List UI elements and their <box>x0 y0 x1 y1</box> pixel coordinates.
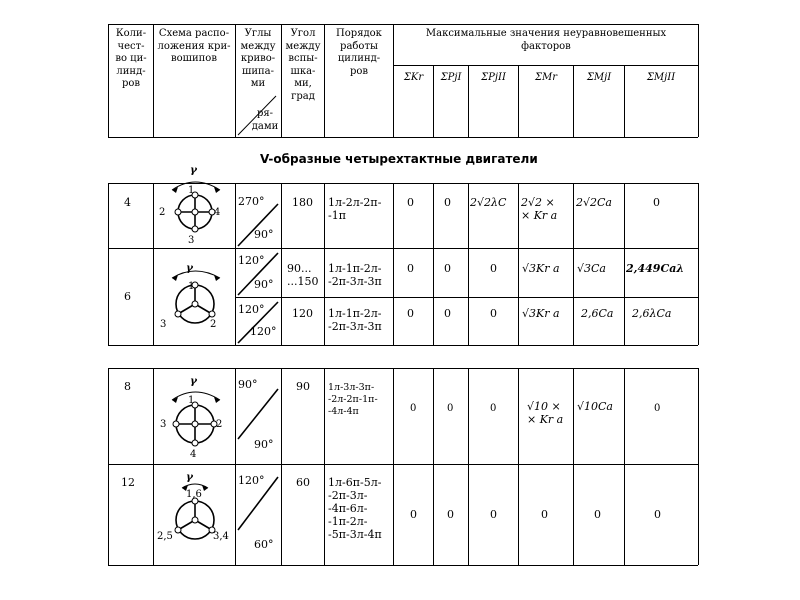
header-firing-order: Порядок работы цилинд- ров <box>336 28 382 77</box>
row8-label-1: 1 <box>188 395 195 406</box>
row4-kr: 0 <box>407 196 414 209</box>
row12-ignition: 60 <box>296 476 310 489</box>
row6a-kr: 0 <box>407 262 414 275</box>
row12-label-1-6: 1,6 <box>186 489 202 500</box>
row8-crank-angle: 90° <box>238 378 258 391</box>
row12-gamma-label: γ <box>186 471 193 483</box>
row8-row-angle: 90° <box>254 438 274 451</box>
header-sum-mr: ΣMr <box>534 72 558 83</box>
row6-label-3: 3 <box>160 319 167 330</box>
row6a-pji: 0 <box>444 262 451 275</box>
header-row-angles: ря- дами <box>251 108 279 132</box>
row4-label-3: 3 <box>188 235 195 246</box>
body-bottom-border <box>108 345 698 346</box>
header-subrow-border <box>393 65 698 66</box>
body-col-line <box>698 183 699 345</box>
row-border <box>108 464 698 465</box>
row8-gamma-label: γ <box>190 375 197 387</box>
header-sum-mji: ΣMjI <box>586 72 612 83</box>
header-sum-pjii: ΣPjII <box>481 72 506 83</box>
row6a-mr: √3Kr a <box>522 262 560 275</box>
row4-pjii: 2√2λC <box>470 196 507 209</box>
row6b-kr: 0 <box>407 307 414 320</box>
row8-cylinders: 8 <box>124 380 131 393</box>
row6b-mji: 2,6Ca <box>581 307 614 320</box>
row4-label-1: 1 <box>188 185 195 196</box>
crank-diagram-6cyl <box>158 260 232 340</box>
header-cylinder-count: Коли- чест- во ци- линд- ров <box>115 28 147 89</box>
row12-mji: 0 <box>594 508 601 521</box>
row8-kr: 0 <box>410 403 417 414</box>
row12-mjii: 0 <box>654 508 661 521</box>
body-col-line <box>281 183 282 345</box>
row6-label-1: 1 <box>188 281 195 292</box>
row12-pjii: 0 <box>490 508 497 521</box>
row4-label-2: 2 <box>159 207 166 218</box>
crank-diagram-12cyl <box>158 468 232 558</box>
row6-cylinders: 6 <box>124 290 131 303</box>
row12-label-3-4: 3,4 <box>213 531 229 542</box>
row6b-row-angle: 120° <box>250 325 277 338</box>
row8-ignition: 90 <box>296 380 310 393</box>
row6-gamma-label: γ <box>186 262 193 274</box>
row6b-mr: √3Kr a <box>522 307 560 320</box>
row-border <box>108 248 698 249</box>
row6-label-2: 2 <box>210 319 217 330</box>
header-col-line <box>153 24 154 137</box>
body-col-line <box>324 368 325 565</box>
row6b-pjii: 0 <box>490 307 497 320</box>
row8-pjii: 0 <box>490 403 497 414</box>
row12-row-angle: 60° <box>254 538 274 551</box>
row8-mjii: 0 <box>654 403 661 414</box>
row-subborder <box>235 297 698 298</box>
row4-cylinders: 4 <box>124 196 131 209</box>
header-col-line <box>108 24 109 137</box>
body-col-line <box>433 368 434 565</box>
row4-crank-angle: 270° <box>238 195 265 208</box>
row4-row-angle: 90° <box>254 228 274 241</box>
body2-top-border <box>108 368 698 369</box>
row12-label-2-5: 2,5 <box>157 531 173 542</box>
body-col-line <box>153 183 154 345</box>
row4-mji: 2√2Ca <box>576 196 612 209</box>
row8-label-3: 3 <box>160 419 167 430</box>
header-sum-pji: ΣPjI <box>440 72 462 83</box>
row12-pji: 0 <box>447 508 454 521</box>
crank-diagram-4cyl <box>158 168 232 248</box>
body-col-line <box>573 368 574 565</box>
header-top-border <box>108 24 698 25</box>
header-sum-mjii: ΣMjII <box>646 72 676 83</box>
header-sum-kr: ΣKr <box>403 72 424 83</box>
body-col-line <box>624 368 625 565</box>
body-col-line <box>468 183 469 345</box>
row12-crank-angle: 120° <box>238 474 265 487</box>
body2-bottom-border <box>108 565 698 566</box>
row6a-row-angle: 90° <box>254 278 274 291</box>
row4-mr: 2√2 × × Kr a <box>521 196 558 222</box>
row6b-crank-angle: 120° <box>238 303 265 316</box>
body-col-line <box>393 368 394 565</box>
body-col-line <box>624 183 625 345</box>
header-crank-scheme: Схема распо- ложения кри- вошипов <box>157 28 231 64</box>
body-col-line <box>108 183 109 345</box>
row8-order: 1л-3л-3п- -2л-2п-1п- -4л-4п <box>328 382 378 417</box>
row4-gamma-label: γ <box>190 164 197 176</box>
body-col-line <box>108 368 109 565</box>
body-col-line <box>573 183 574 345</box>
row6b-ignition: 120 <box>292 307 313 320</box>
row12-mr: 0 <box>541 508 548 521</box>
row4-label-4: 4 <box>214 207 221 218</box>
row6a-crank-angle: 120° <box>238 254 265 267</box>
body-col-line <box>468 368 469 565</box>
row4-pji: 0 <box>444 196 451 209</box>
row4-mjii: 0 <box>653 196 660 209</box>
header-crank-angles: Углы между криво- шипа- ми <box>240 28 276 89</box>
body-col-line <box>518 368 519 565</box>
row8-mr: √10 × × Kr a <box>527 400 564 426</box>
row8-mji: √10Ca <box>577 400 613 413</box>
row4-ignition: 180 <box>292 196 313 209</box>
header-bottom-border <box>108 137 698 138</box>
row12-order: 1л-6п-5л- -2п-3л- -4п-6л- -1п-2л- -5п-3л-4п <box>328 476 382 541</box>
row4-order: 1л-2л-2п- -1п <box>328 196 382 222</box>
body-col-line <box>698 368 699 565</box>
row8-label-2: 2 <box>216 419 223 430</box>
row6b-order: 1л-1п-2л- -2п-3л-3п <box>328 307 382 333</box>
row6b-mjii: 2,6λCa <box>632 307 672 320</box>
body-col-line <box>518 183 519 345</box>
row6a-mji: √3Ca <box>577 262 606 275</box>
row8-pji: 0 <box>447 403 454 414</box>
row12-kr: 0 <box>410 508 417 521</box>
header-col-line <box>698 24 699 137</box>
row6a-ignition: 90... ...150 <box>287 262 319 288</box>
header-max-values: Максимальные значения неуравновешенных факторов <box>425 28 667 52</box>
row6a-mjii: 2,449Caλ <box>626 262 685 275</box>
header-ignition-angle: Угол между вспы- шка- ми, град <box>285 28 321 102</box>
body-col-line <box>393 183 394 345</box>
body-col-line <box>153 368 154 565</box>
body-col-line <box>324 183 325 345</box>
row12-cylinders: 12 <box>121 476 135 489</box>
body-col-line <box>433 183 434 345</box>
row6a-order: 1л-1п-2л- -2п-3л-3п <box>328 262 382 288</box>
row6a-pjii: 0 <box>490 262 497 275</box>
row8-label-4: 4 <box>190 449 197 460</box>
row6b-pji: 0 <box>444 307 451 320</box>
section-title: V-образные четырехтактные двигатели <box>260 152 538 166</box>
body-col-line <box>281 368 282 565</box>
